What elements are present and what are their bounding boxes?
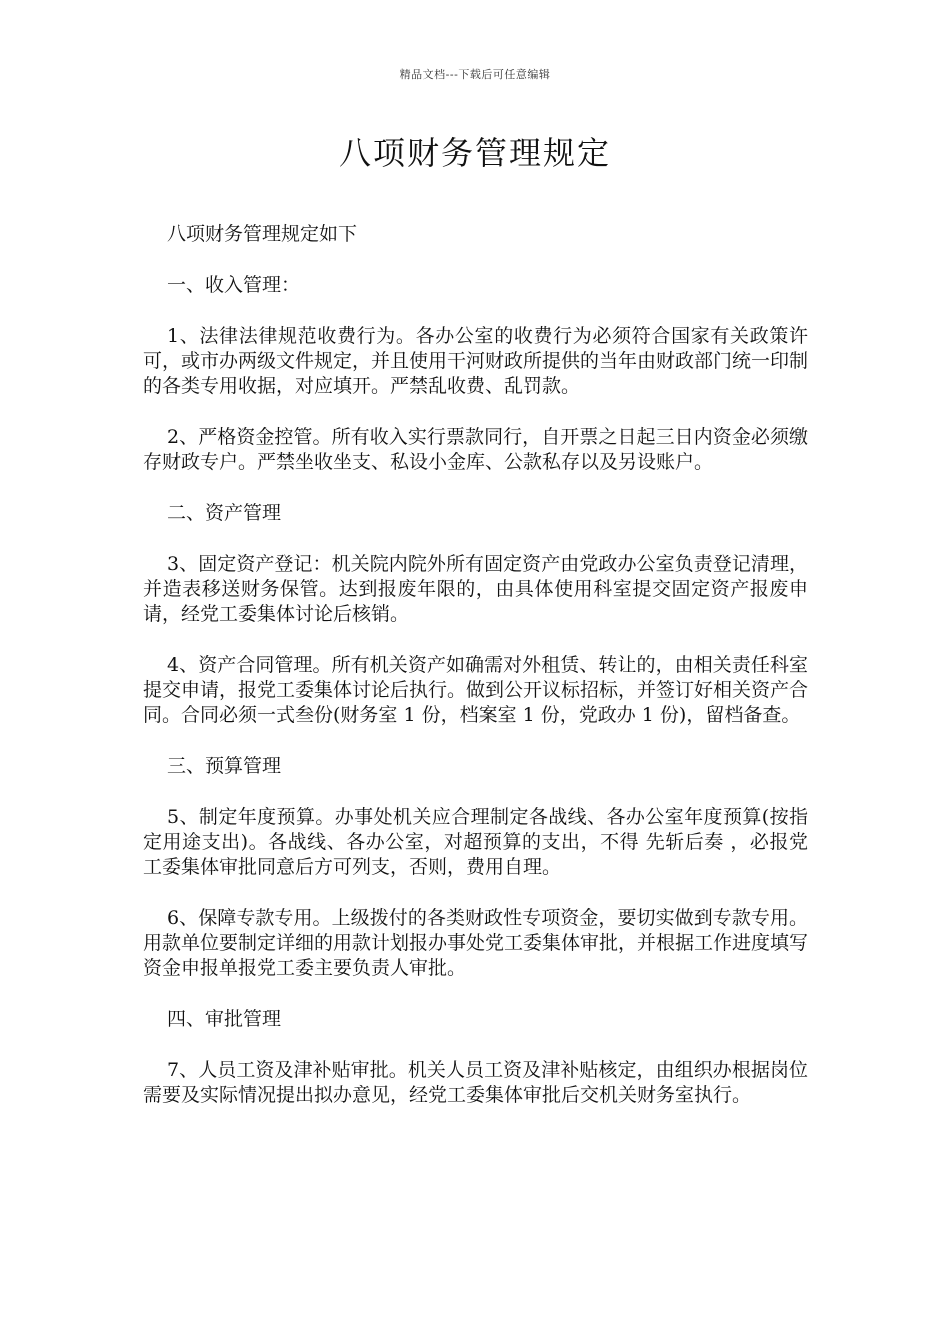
- section-heading-budget: 三、预算管理: [167, 755, 282, 777]
- paragraph-5: 5、制定年度预算。办事处机关应合理制定各战线、各办公室年度预算(按指定用途支出)。各战线、各办公室，对超预算的支出，不得 先斩后奏 ，必报党工委集体审批同意后方可列支，否则，费用自理。: [143, 806, 808, 878]
- section-heading-assets: 二、资产管理: [167, 502, 282, 524]
- section-heading-approval: 四、审批管理: [167, 1008, 282, 1030]
- paragraph-1: 1、法律法律规范收费行为。各办公室的收费行为必须符合国家有关政策许可，或市办两级文件规定，并且使用干河财政所提供的当年由财政部门统一印制的各类专用收据，对应填开。严禁乱收费、乱罚款。: [143, 325, 809, 397]
- page-header: 精品文档---下载后可任意编辑: [399, 68, 551, 81]
- paragraph-2: 2、严格资金控管。所有收入实行票款同行，自开票之日起三日内资金必须缴存财政专户。严禁坐收坐支、私设小金库、公款私存以及另设账户。: [143, 426, 808, 473]
- intro-line: 八项财务管理规定如下: [167, 223, 358, 245]
- section-heading-income: 一、收入管理：: [167, 274, 301, 296]
- document-title: 八项财务管理规定: [338, 134, 611, 172]
- paragraph-6: 6、保障专款专用。上级拨付的各类财政性专项资金，要切实做到专款专用。用款单位要制定详细的用款计划报办事处党工委集体审批，并根据工作进度填写资金申报单报党工委主要负责人审批。: [143, 907, 809, 979]
- paragraph-7: 7、人员工资及津补贴审批。机关人员工资及津补贴核定，由组织办根据岗位需要及实际情况提出拟办意见，经党工委集体审批后交机关财务室执行。: [143, 1059, 808, 1106]
- paragraph-4: 4、资产合同管理。所有机关资产如确需对外租赁、转让的，由相关责任科室提交申请，报党工委集体讨论后执行。做到公开议标招标，并签订好相关资产合同。合同必须一式叁份(财务室 1 份，档案室 1 份，党政办 1 份)，留档备查。: [143, 654, 809, 726]
- document-body: [143, 222, 808, 1134]
- paragraph-3: 3、固定资产登记：机关院内院外所有固定资产由党政办公室负责登记清理，并造表移送财务保管。达到报废年限的，由具体使用科室提交固定资产报废申请，经党工委集体讨论后核销。: [143, 553, 808, 625]
